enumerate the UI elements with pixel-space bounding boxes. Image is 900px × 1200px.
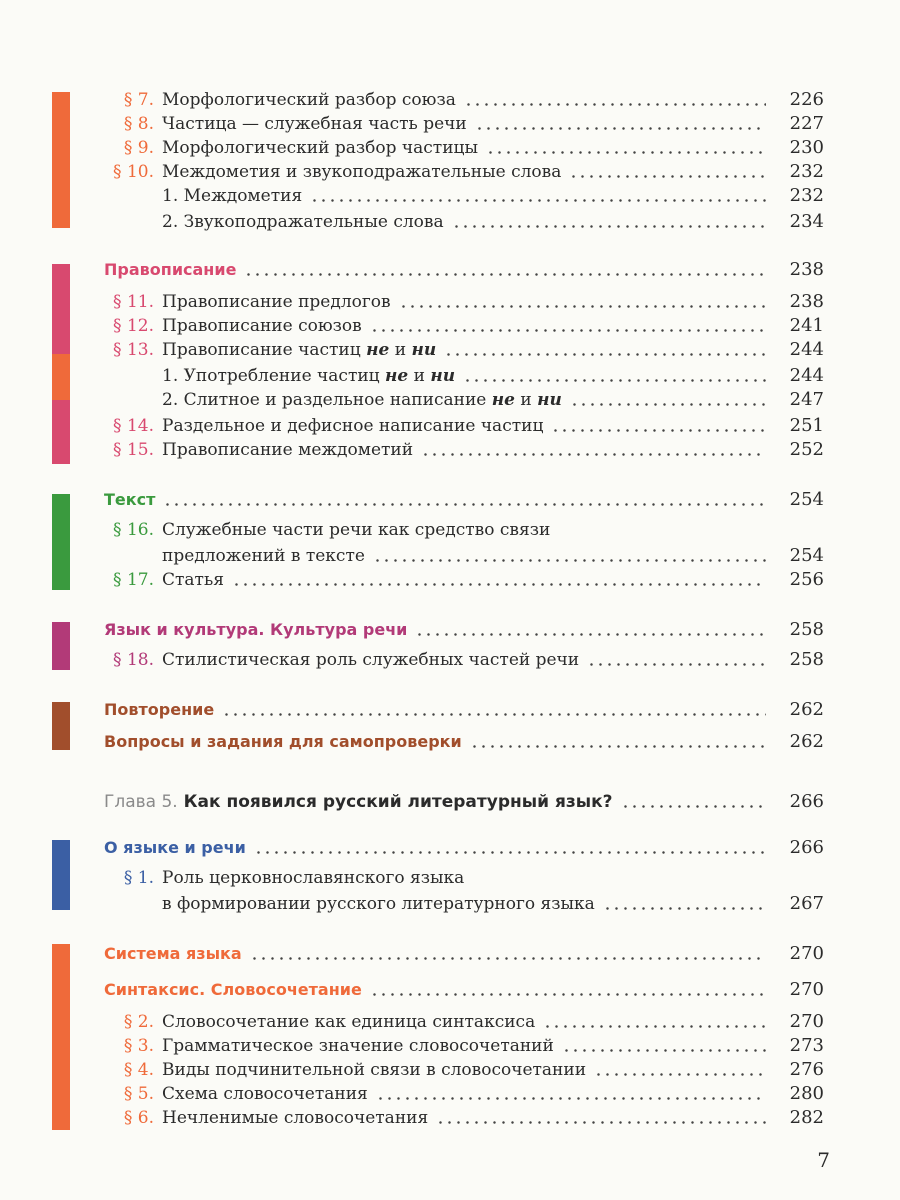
- entry-title: Правописание частиц не и ни: [162, 340, 437, 360]
- page-ref: 251: [789, 415, 824, 436]
- entry-title: Правописание союзов: [162, 316, 362, 336]
- entry-title: Морфологический разбор частицы: [162, 138, 478, 158]
- section-number: § 12.: [113, 316, 154, 336]
- toc-entry[interactable]: [104, 110, 824, 134]
- toc-section-heading[interactable]: [104, 486, 824, 510]
- toc-section-heading[interactable]: [104, 834, 824, 858]
- toc-entry[interactable]: [104, 86, 824, 110]
- entry-title: Раздельное и дефисное написание частиц: [162, 416, 544, 436]
- toc-entry[interactable]: [104, 288, 824, 312]
- entry-title: Словосочетание как единица синтаксиса: [162, 1012, 536, 1032]
- page-ref: 276: [789, 1059, 824, 1080]
- leader-dots: [444, 353, 766, 356]
- entry-title: Междометия и звукоподражательные слова: [162, 162, 562, 182]
- leader-dots: [587, 663, 766, 666]
- section-number: § 13.: [113, 340, 154, 360]
- leader-dots: [376, 1097, 766, 1100]
- section-number: § 7.: [123, 90, 154, 110]
- entry-title: Правописание предлогов: [162, 292, 391, 312]
- leader-dots: [464, 103, 766, 106]
- leader-dots: [250, 957, 766, 960]
- leader-dots: [603, 907, 766, 910]
- toc-section-heading[interactable]: [104, 616, 824, 640]
- leader-dots: [543, 1025, 766, 1028]
- toc-entry[interactable]: [104, 158, 824, 182]
- section-number: § 18.: [113, 650, 154, 670]
- page-ref: 262: [789, 731, 824, 752]
- leader-dots: [222, 713, 766, 716]
- entry-title: Роль церковнославянского языка: [162, 868, 465, 888]
- leader-dots: [421, 453, 766, 456]
- page-ref: 258: [789, 619, 824, 640]
- toc-entry[interactable]: [104, 436, 824, 460]
- entry-title: Морфологический разбор союза: [162, 90, 456, 110]
- leader-dots: [621, 805, 766, 808]
- toc-entry[interactable]: [104, 1080, 824, 1104]
- toc-section-heading[interactable]: [104, 696, 824, 720]
- entry-title: Виды подчинительной связи в словосочетании: [162, 1060, 587, 1080]
- section-number: § 5.: [123, 1084, 154, 1104]
- section-bar-culture: [52, 622, 70, 670]
- page-ref: 270: [789, 1011, 824, 1032]
- page-ref: 280: [789, 1083, 824, 1104]
- page-ref: 232: [789, 185, 824, 206]
- leader-dots: [470, 745, 766, 748]
- leader-dots: [244, 273, 766, 276]
- entry-title: Правописание междометий: [162, 440, 414, 460]
- section-number: § 17.: [113, 570, 154, 590]
- page-ref: 241: [789, 315, 824, 336]
- toc-entry[interactable]: [104, 386, 824, 410]
- leader-dots: [399, 305, 766, 308]
- page-ref: 230: [789, 137, 824, 158]
- section-number: § 15.: [113, 440, 154, 460]
- toc-section-heading[interactable]: [104, 976, 824, 1000]
- page-ref: 258: [789, 649, 824, 670]
- toc-section-heading[interactable]: [104, 940, 824, 964]
- page-ref: 244: [789, 339, 824, 360]
- entry-title: Статья: [162, 570, 224, 590]
- section-number: § 2.: [123, 1012, 154, 1032]
- section-bar-spelling: [52, 264, 70, 464]
- entry-title: 1. Междометия: [162, 186, 303, 206]
- leader-dots: [562, 1049, 766, 1052]
- leader-dots: [232, 583, 766, 586]
- page-ref: 273: [789, 1035, 824, 1056]
- section-heading-title: Система языка: [104, 944, 242, 963]
- page-ref: 227: [789, 113, 824, 134]
- toc-entry[interactable]: [104, 208, 824, 232]
- chapter-label: Глава 5.: [104, 792, 178, 812]
- entry-title: Нечленимые словосочетания: [162, 1108, 429, 1128]
- toc-entry[interactable]: [104, 864, 824, 888]
- toc-section-heading[interactable]: [104, 728, 824, 752]
- page-ref: 270: [789, 943, 824, 964]
- entry-title: 2. Слитное и раздельное написание не и ни: [162, 390, 562, 410]
- entry-title: 1. Употребление частиц не и ни: [162, 366, 456, 386]
- page-number: 7: [817, 1148, 830, 1172]
- toc-entry[interactable]: [104, 516, 824, 540]
- section-bar-text: [52, 494, 70, 590]
- leader-dots: [463, 379, 766, 382]
- page-ref: 256: [789, 569, 824, 590]
- toc-entry[interactable]: [104, 542, 824, 566]
- section-heading-title: Синтаксис. Словосочетание: [104, 980, 362, 999]
- page-ref: 267: [789, 893, 824, 914]
- leader-dots: [594, 1073, 766, 1076]
- leader-dots: [452, 225, 766, 228]
- leader-dots: [370, 329, 766, 332]
- leader-dots: [373, 559, 766, 562]
- section-heading-title: О языке и речи: [104, 838, 246, 857]
- toc-entry[interactable]: [104, 1056, 824, 1080]
- leader-dots: [415, 633, 766, 636]
- entry-title: 2. Звукоподражательные слова: [162, 212, 444, 232]
- section-bar-language-speech: [52, 840, 70, 910]
- section-heading-title: Текст: [104, 490, 156, 509]
- page-ref: 238: [789, 259, 824, 280]
- toc-entry[interactable]: [104, 890, 824, 914]
- toc-entry[interactable]: [104, 566, 824, 590]
- entry-title: Грамматическое значение словосочетаний: [162, 1036, 554, 1056]
- section-number: § 3.: [123, 1036, 154, 1056]
- toc-entry[interactable]: [104, 336, 824, 360]
- page-ref: 244: [789, 365, 824, 386]
- section-number: § 11.: [113, 292, 154, 312]
- section-number: § 10.: [113, 162, 154, 182]
- leader-dots: [163, 503, 766, 506]
- section-bar-morphology: [52, 92, 70, 228]
- leader-dots: [486, 151, 766, 154]
- entry-title: предложений в тексте: [162, 546, 365, 566]
- entry-title: Схема словосочетания: [162, 1084, 368, 1104]
- page-ref: 238: [789, 291, 824, 312]
- toc-section-heading[interactable]: [104, 256, 824, 280]
- toc-entry[interactable]: [104, 312, 824, 336]
- page-ref: 234: [789, 211, 824, 232]
- page-ref: 252: [789, 439, 824, 460]
- toc-entry[interactable]: [104, 646, 824, 670]
- toc-entry[interactable]: [104, 362, 824, 386]
- leader-dots: [569, 175, 766, 178]
- section-bar-review: [52, 702, 70, 750]
- section-number: § 6.: [123, 1108, 154, 1128]
- leader-dots: [370, 993, 766, 996]
- page-ref: 226: [789, 89, 824, 110]
- entry-title: Служебные части речи как средство связи: [162, 520, 551, 540]
- section-number: § 1.: [123, 868, 154, 888]
- toc-entry[interactable]: [104, 1032, 824, 1056]
- page-ref: 270: [789, 979, 824, 1000]
- section-number: § 4.: [123, 1060, 154, 1080]
- section-number: § 14.: [113, 416, 154, 436]
- page-ref: 247: [789, 389, 824, 410]
- leader-dots: [551, 429, 766, 432]
- section-heading-title: Язык и культура. Культура речи: [104, 620, 408, 639]
- page-ref: 254: [789, 489, 824, 510]
- entry-title: Частица — служебная часть речи: [162, 114, 467, 134]
- chapter-title: Глава 5. Как появился русский литературный язык?: [104, 792, 613, 812]
- page-ref: 254: [789, 545, 824, 566]
- section-heading-title: Правописание: [104, 260, 237, 279]
- section-heading-title: Вопросы и задания для самопроверки: [104, 732, 462, 751]
- toc-entry[interactable]: [104, 1104, 824, 1128]
- leader-dots: [310, 199, 766, 202]
- toc-entry[interactable]: [104, 134, 824, 158]
- page-ref: 266: [789, 791, 824, 812]
- leader-dots: [570, 403, 766, 406]
- entry-title: в формировании русского литературного языка: [162, 894, 595, 914]
- page-ref: 282: [789, 1107, 824, 1128]
- section-heading-title: Повторение: [104, 700, 215, 719]
- entry-title: Стилистическая роль служебных частей речи: [162, 650, 580, 670]
- toc-entry[interactable]: [104, 412, 824, 436]
- section-number: § 16.: [113, 520, 154, 540]
- section-number: § 9.: [123, 138, 154, 158]
- section-bar-language-system: [52, 944, 70, 1130]
- section-number: § 8.: [123, 114, 154, 134]
- page-ref: 232: [789, 161, 824, 182]
- toc-entry[interactable]: [104, 182, 824, 206]
- toc-entry[interactable]: [104, 1008, 824, 1032]
- leader-dots: [475, 127, 766, 130]
- leader-dots: [254, 851, 766, 854]
- page-ref: 266: [789, 837, 824, 858]
- toc-chapter-heading[interactable]: [104, 788, 824, 812]
- page-ref: 262: [789, 699, 824, 720]
- leader-dots: [436, 1121, 766, 1124]
